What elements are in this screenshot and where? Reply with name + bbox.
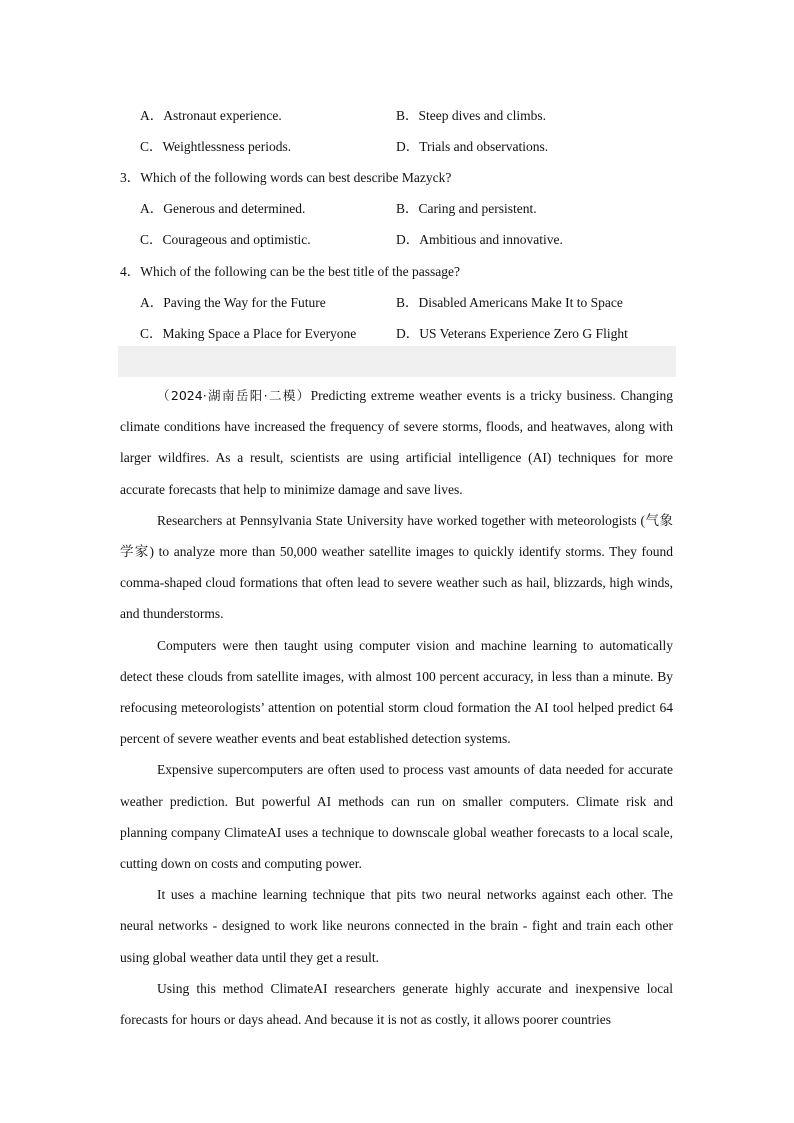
- passage-source: （2024·湖南岳阳·二模）: [157, 388, 311, 403]
- q4-stem: 4．Which of the following can be the best title of the passage?: [120, 264, 461, 279]
- q3-option-b: B．Caring and persistent.: [396, 201, 537, 216]
- q3-stem: 3．Which of the following words can best describe Mazyck?: [120, 170, 452, 185]
- passage-paragraph: It uses a machine learning technique that pits two neural networks against each other. The neural networks - designed to work like neurons connected in the brain - fight and train each other using global weather data until they get a result.: [120, 887, 673, 965]
- passage-paragraph-text: Predicting extreme weather events is a tricky business. Changing climate conditions have increased the frequency of severe storms, floods, and heatwaves, along with larger wildfires. As a result, scientists are using artificial intelligence (AI) techniques for more accurate forecasts that help to minimize damage and save lives.: [120, 388, 673, 497]
- reading-passage: [120, 380, 673, 1035]
- q2-option-b: B．Steep dives and climbs.: [396, 108, 546, 123]
- q4-option-c: C．Making Space a Place for Everyone: [140, 326, 357, 341]
- passage-paragraph: Computers were then taught using computer vision and machine learning to automatically detect these clouds from satellite images, with almost 100 percent accuracy, in less than a minute. By refocusing meteorologists’ attention on potential storm cloud formation the AI tool helped predict 64 percent of severe weather events and beat established detection systems.: [120, 637, 673, 747]
- q3-option-c: C．Courageous and optimistic.: [140, 232, 311, 247]
- passage-paragraph: Using this method ClimateAI researchers generate highly accurate and inexpensive local forecasts for hours or days ahead. And because it is not as costly, it allows poorer countries: [120, 980, 673, 1028]
- q3-option-a: A．Generous and determined.: [140, 201, 306, 216]
- q2-options-row-2: [140, 135, 680, 157]
- section-divider-bar: [118, 346, 676, 377]
- q3-options-row-2: [140, 228, 680, 250]
- q3-options-row-1: [140, 197, 680, 219]
- q4-option-b: B．Disabled Americans Make It to Space: [396, 295, 623, 310]
- q2-options-row-1: [140, 104, 680, 126]
- q4-option-d: D．US Veterans Experience Zero G Flight: [396, 326, 628, 341]
- q2-option-a: A．Astronaut experience.: [140, 108, 282, 123]
- passage-paragraph: Researchers at Pennsylvania State University have worked together with meteorologists (气象学家) to analyze more than 50,000 weather satellite images to quickly identify storms. They found comma-shaped cloud formations that often lead to severe weather such as hail, blizzards, high winds, and thunderstorms.: [120, 512, 673, 622]
- q4-options-row-2: [140, 322, 680, 344]
- q2-option-d: D．Trials and observations.: [396, 139, 549, 154]
- q4-options-row-1: [140, 291, 680, 313]
- q4-option-a: A．Paving the Way for the Future: [140, 295, 326, 310]
- passage-paragraph: Expensive supercomputers are often used to process vast amounts of data needed for accurate weather prediction. But powerful AI methods can run on smaller computers. Climate risk and planning company ClimateAI uses a technique to downscale global weather forecasts to a local scale, cutting down on costs and computing power.: [120, 762, 673, 872]
- q3-option-d: D．Ambitious and innovative.: [396, 232, 563, 247]
- q2-option-c: C．Weightlessness periods.: [140, 139, 292, 154]
- passage-paragraph: [120, 380, 673, 505]
